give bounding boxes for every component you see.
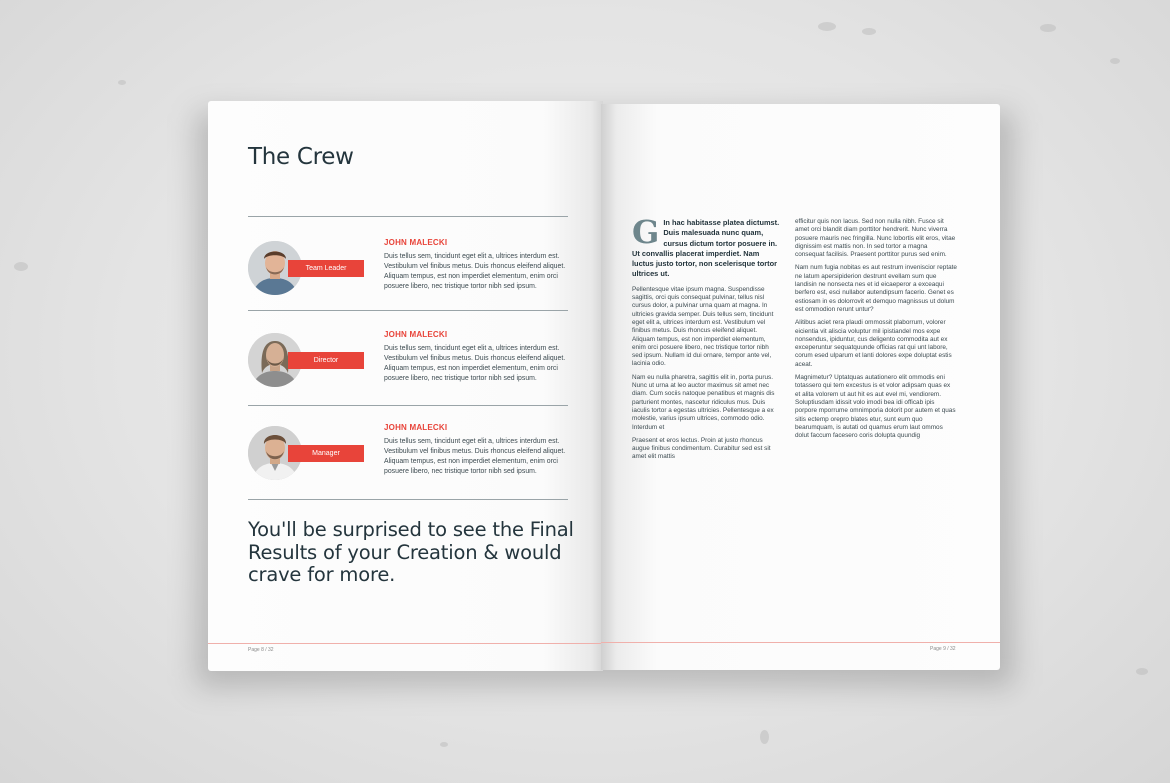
member-bio: Duis tellus sem, tincidunt eget elit a, ultrices interdum est. Vestibulum vel finibus metus. Duis rhoncus eleifend aliquet. Aliquam tempus, est non imperdiet elementum, enim orci posuere libero, nec tristique tortor nibh sed ipsum. — [384, 438, 566, 475]
footer-rule — [208, 643, 603, 644]
role-label: Manager — [288, 445, 364, 462]
member-name: JOHN MALECKI — [384, 238, 448, 247]
surface-speck — [1040, 24, 1056, 32]
drop-cap: G — [632, 213, 660, 251]
footer-rule — [601, 642, 1000, 643]
body-paragraph: Pellentesque vitae ipsum magna. Suspendisse sagittis, orci quis consequat pulvinar, tellus nisl cursus dolor, a pulvinar urna quam at magna. In ultricies gravida semper. Duis tellus sem, tincidunt eget elit a, ultrices interdum est. Vestibulum vel finibus metus. Duis rhoncus eleifend aliquet. Aliquam tempus, est non imperdiet elementum, enim orci posuere libero, nec tristique tortor nibh sed ipsum. Nullam id dui ornare, tempor ante vel, lacinia odio. — [632, 285, 774, 368]
body-paragraph: Nam eu nulla pharetra, sagittis elit in, porta purus. Nunc ut urna at leo auctor maximus sit amet nec diam. Cum sociis natoque penatibus et magnis dis parturient montes, nascetur ridiculus mus. Duis iaculis tortor a egestas ultricies. Pellentesque a ex molestie, varius ipsum ultrices, commodo odio. Interdum et — [632, 373, 775, 431]
lead-paragraph — [632, 213, 780, 280]
member-name: JOHN MALECKI — [384, 423, 448, 432]
surface-speck — [14, 262, 28, 271]
team-member — [248, 423, 568, 506]
page-title: The Crew — [248, 144, 354, 170]
body-paragraph: Nam num fugia nobitas es aut restrum inveniscior reptate ne latum apersipiderion destrunt evellam sum que landisin ne nonsecta nes et id eicaeperor a exceaqui berfero est, esci nullabor autendipsum facerio. Genet es estiosam in es dolorrovit et demquo magnissus ut dolum est ommodion rerunt untur? — [795, 264, 957, 313]
page-number: Page 9 / 32 — [930, 646, 956, 652]
left-page — [208, 101, 603, 671]
divider — [248, 310, 568, 311]
surface-speck — [118, 80, 126, 85]
page-number: Page 8 / 32 — [248, 647, 274, 653]
surface-speck — [760, 730, 769, 744]
surface-speck — [818, 22, 836, 31]
surface-speck — [1110, 58, 1120, 64]
team-member — [248, 238, 568, 321]
text-column-2 — [795, 218, 957, 445]
body-paragraph: Magnimetur? Uptatquas autationero elit ommodis eni totassero qui tem excestus is et volor adipsam quas ex et alita volorem ut aut hit es aut evel mi, vendiorem. Soluptiusdam idissit volo imodi bea idi officab ipis porpore mporrume omnimporia dolorit por autem et quas sitis ectemp orepro blates etur, sunt eum quo bearumquam, is autati od quamus erum laut ommos dolut faccum facesero coris dolupta quundig — [795, 374, 956, 440]
surface-speck — [440, 742, 448, 747]
surface-speck — [1136, 668, 1148, 675]
tagline: You'll be surprised to see the Final Results of your Creation & would crave for more. — [248, 518, 574, 586]
team-member — [248, 330, 568, 413]
body-paragraph: efficitur quis non lacus. Sed non nulla nibh. Fusce sit amet orci blandit diam porttitor hendrerit. Nunc viverra posuere mauris nec fringilla. Nunc lobortis elit eros, vitae dignissim est mattis non. In sed tortor a magna consequat facilisis. Praesent porttitor purus sed enim. — [795, 218, 956, 259]
role-label: Director — [288, 352, 364, 369]
right-page — [601, 104, 1000, 670]
divider — [248, 405, 568, 406]
member-name: JOHN MALECKI — [384, 330, 448, 339]
body-paragraph: Praesent et eros lectus. Proin at justo rhoncus augue finibus condimentum. Curabitur sed est sit amet elit mattis — [632, 436, 771, 461]
body-paragraph: Alitibus aciet rera plaudi ommossit plaborrum, volorer eicientia vit aliscia voluptur mil ipistiandel mos expe nonsendus, ipiduntur, cus deligento commodita aut ex exceperuntur sequatquunde officias rat qui unt labore, corum esed ulparum et lanti dolores expe doluptat estis aceat. — [795, 319, 952, 368]
surface-speck — [862, 28, 876, 35]
lead-text: In hac habitasse platea dictumst. Duis malesuada nunc quam, cursus dictum tortor posuere in. Ut convallis placerat imperdiet. Nam luctus justo tortor, non scelerisque tortor ultrices ut. — [632, 218, 780, 279]
role-label: Team Leader — [288, 260, 364, 277]
divider — [248, 216, 568, 217]
member-bio: Duis tellus sem, tincidunt eget elit a, ultrices interdum est. Vestibulum vel finibus metus. Duis rhoncus eleifend aliquet. Aliquam tempus, est non imperdiet elementum, enim orci posuere libero, nec tristique tortor nibh sed ipsum. — [384, 345, 566, 382]
text-column-1 — [632, 213, 780, 467]
member-bio: Duis tellus sem, tincidunt eget elit a, ultrices interdum est. Vestibulum vel finibus metus. Duis rhoncus eleifend aliquet. Aliquam tempus, est non imperdiet elementum, enim orci posuere libero, nec tristique tortor nibh sed ipsum. — [384, 253, 566, 290]
divider — [248, 499, 568, 500]
